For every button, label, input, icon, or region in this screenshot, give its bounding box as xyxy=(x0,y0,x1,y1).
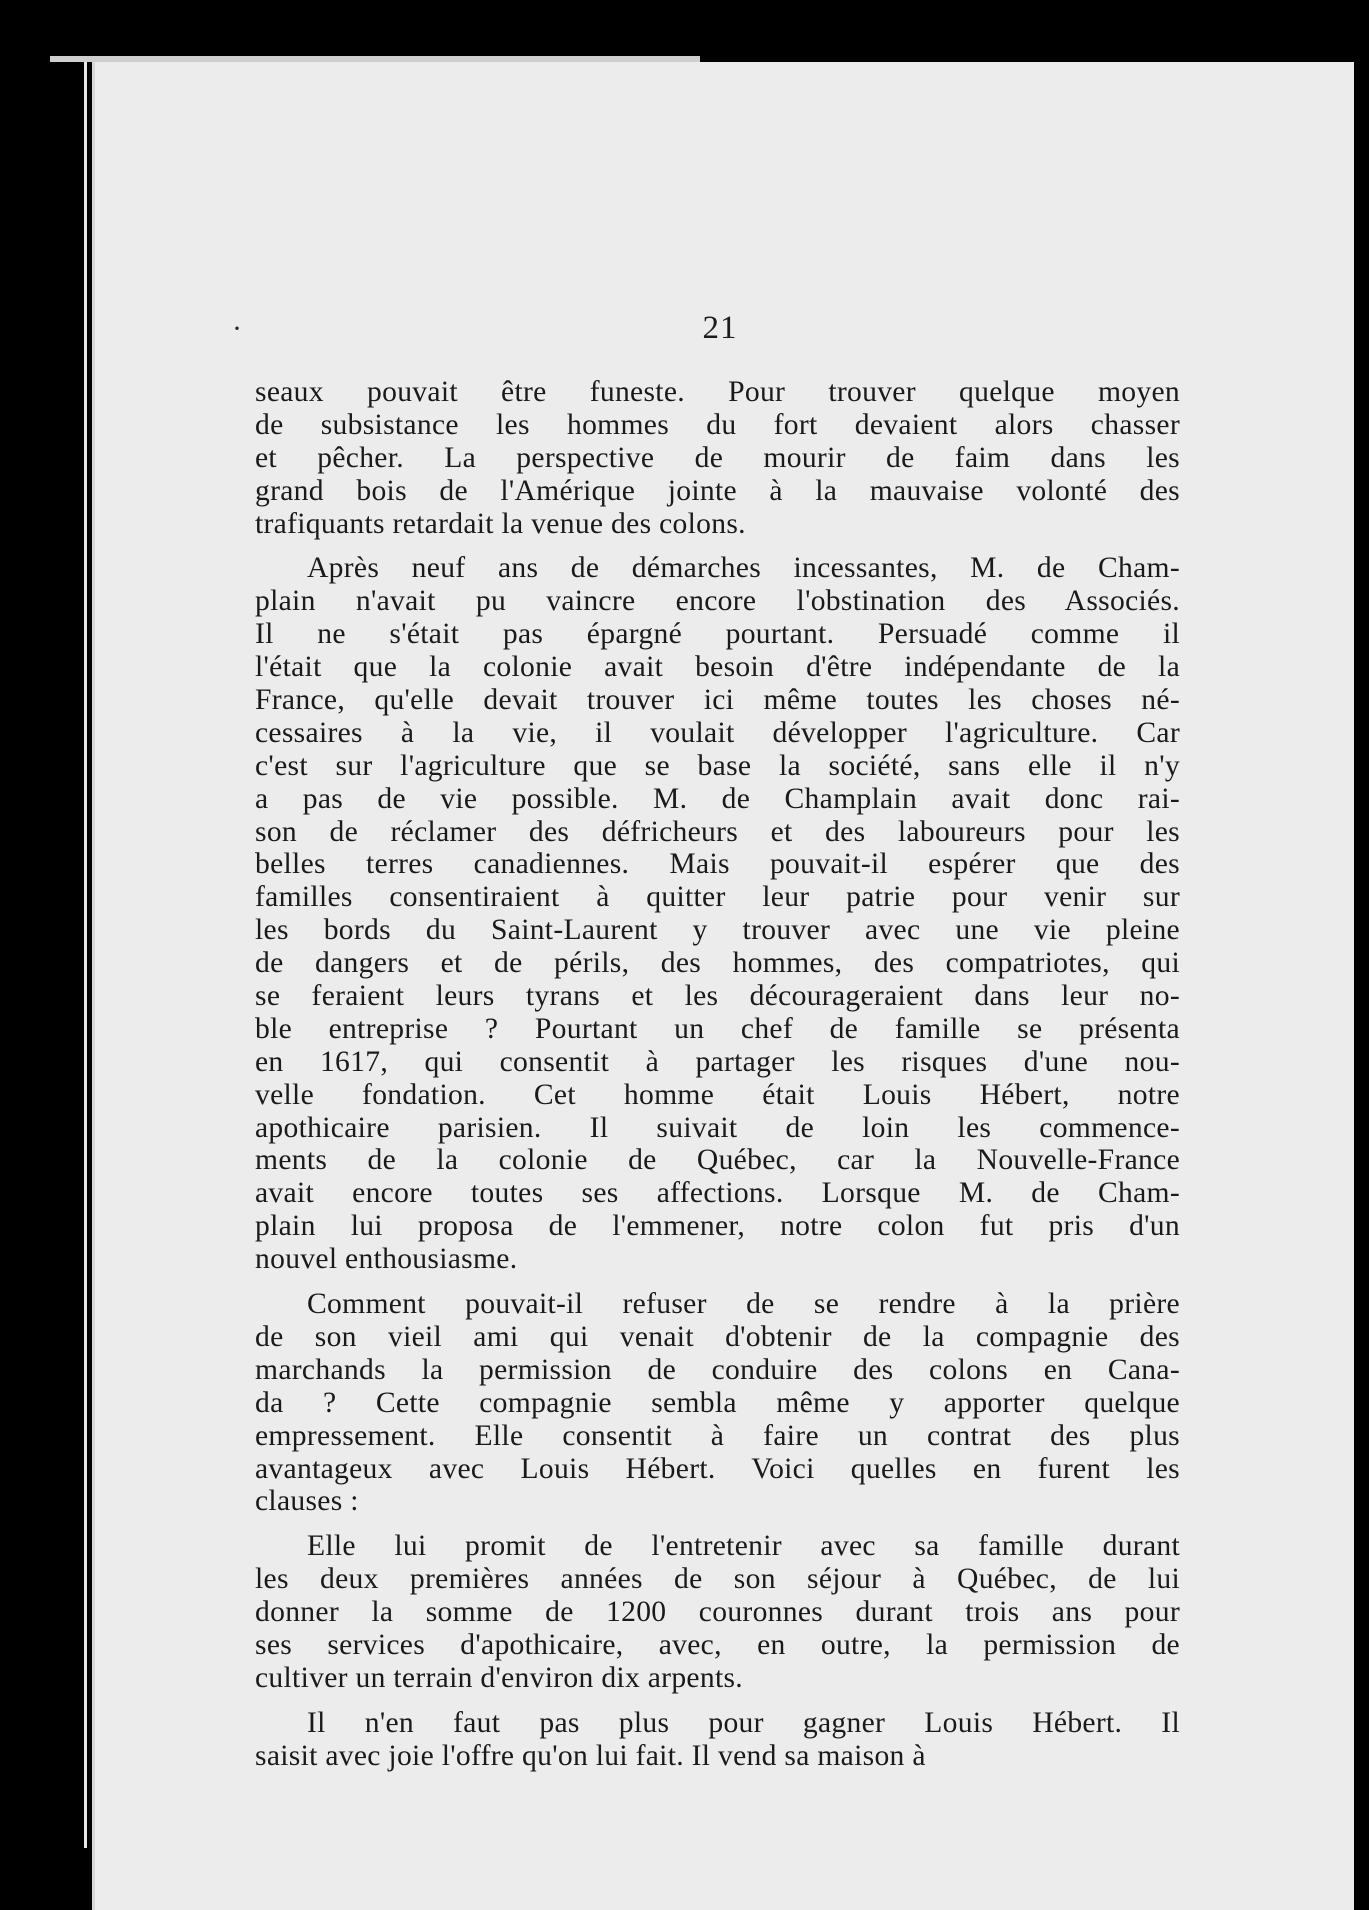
text-line: de subsistance les hommes du fort devaient alors chasser xyxy=(255,408,1180,441)
margin-dot: · xyxy=(232,312,242,345)
paragraph xyxy=(255,1288,1180,1518)
paragraph xyxy=(255,1530,1180,1694)
paragraph xyxy=(255,376,1180,540)
text-line: belles terres canadiennes. Mais pouvait-il espérer que des xyxy=(255,848,1180,881)
text-line: Il ne s'était pas épargné pourtant. Persuadé comme il xyxy=(255,618,1180,651)
text-line: empressement. Elle consentit à faire un contrat des plus xyxy=(255,1419,1180,1452)
text-line: ments de la colonie de Québec, car la Nouvelle-France xyxy=(255,1144,1180,1177)
paragraph xyxy=(255,1707,1180,1773)
document-page xyxy=(92,62,1354,1910)
paragraph-gap xyxy=(255,1276,1180,1288)
text-line: plain lui proposa de l'emmener, notre colon fut pris d'un xyxy=(255,1210,1180,1243)
text-line: cultiver un terrain d'environ dix arpents. xyxy=(255,1661,743,1694)
text-line: clauses : xyxy=(255,1485,359,1518)
text-line: Il n'en faut pas plus pour gagner Louis Hébert. Il xyxy=(307,1706,1180,1739)
text-line: l'était que la colonie avait besoin d'être indépendante de la xyxy=(255,651,1180,684)
text-line: France, qu'elle devait trouver ici même toutes les choses né- xyxy=(255,684,1180,717)
text-line: a pas de vie possible. M. de Champlain avait donc rai- xyxy=(255,782,1180,815)
text-line: de son vieil ami qui venait d'obtenir de la compagnie des xyxy=(255,1320,1180,1353)
text-line: son de réclamer des défricheurs et des laboureurs pour les xyxy=(255,815,1180,848)
text-line: seaux pouvait être funeste. Pour trouver quelque moyen xyxy=(255,376,1180,408)
text-line: en 1617, qui consentit à partager les risques d'une nou- xyxy=(255,1045,1180,1078)
text-line: plain n'avait pu vaincre encore l'obstination des Associés. xyxy=(255,585,1180,618)
text-line: les bords du Saint-Laurent y trouver avec une vie pleine xyxy=(255,914,1180,947)
text-line: apothicaire parisien. Il suivait de loin les commence- xyxy=(255,1111,1180,1144)
text-line: grand bois de l'Amérique jointe à la mauvaise volonté des xyxy=(255,474,1180,507)
text-line: saisit avec joie l'offre qu'on lui fait. Il vend sa maison à xyxy=(255,1739,926,1772)
page-number: 21 xyxy=(702,310,738,346)
text-line: nouvel enthousiasme. xyxy=(255,1243,518,1276)
binding-edge-line xyxy=(84,58,87,1848)
text-line: ses services d'apothicaire, avec, en outre, la permission de xyxy=(255,1628,1180,1661)
text-line: c'est sur l'agriculture que se base la société, sans elle il n'y xyxy=(255,749,1180,782)
text-line: se feraient leurs tyrans et les décourageraient dans leur no- xyxy=(255,980,1180,1013)
text-line: et pêcher. La perspective de mourir de faim dans les xyxy=(255,441,1180,474)
text-line: velle fondation. Cet homme était Louis Hébert, notre xyxy=(255,1078,1180,1111)
text-line: avait encore toutes ses affections. Lorsque M. de Cham- xyxy=(255,1177,1180,1210)
text-line: Comment pouvait-il refuser de se rendre à la prière xyxy=(307,1288,1180,1321)
paragraph xyxy=(255,552,1180,1276)
text-line: Après neuf ans de démarches incessantes, M. de Cham- xyxy=(307,552,1180,585)
text-line: familles consentiraient à quitter leur patrie pour venir sur xyxy=(255,881,1180,914)
text-line: cessaires à la vie, il voulait développer l'agriculture. Car xyxy=(255,716,1180,749)
text-line: donner la somme de 1200 couronnes durant trois ans pour xyxy=(255,1596,1180,1629)
paragraph-gap xyxy=(255,1695,1180,1707)
text-line: de dangers et de périls, des hommes, des compatriotes, qui xyxy=(255,947,1180,980)
text-line: avantageux avec Louis Hébert. Voici quelles en furent les xyxy=(255,1452,1180,1485)
body-text xyxy=(255,376,1180,1773)
text-line: marchands la permission de conduire des colons en Cana- xyxy=(255,1353,1180,1386)
text-line: da ? Cette compagnie sembla même y apporter quelque xyxy=(255,1386,1180,1419)
paragraph-gap xyxy=(255,1518,1180,1530)
text-line: Elle lui promit de l'entretenir avec sa famille durant xyxy=(307,1530,1180,1563)
text-line: ble entreprise ? Pourtant un chef de famille se présenta xyxy=(255,1012,1180,1045)
text-line: les deux premières années de son séjour à Québec, de lui xyxy=(255,1563,1180,1596)
text-line: trafiquants retardait la venue des colons. xyxy=(255,507,746,540)
paragraph-gap xyxy=(255,540,1180,552)
